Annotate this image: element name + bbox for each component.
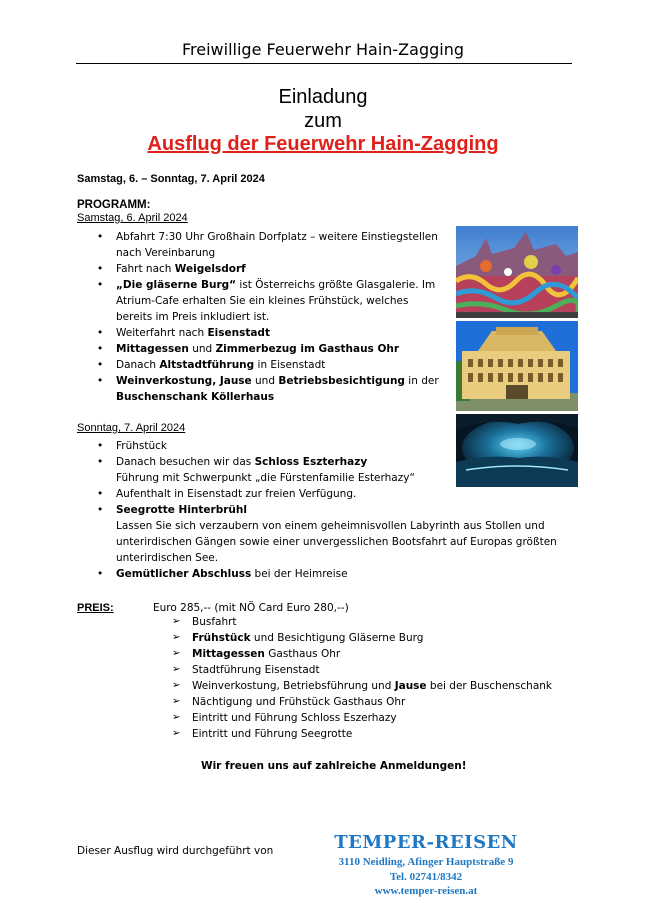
- price-include-item: [172, 614, 552, 630]
- price-include-item: [172, 694, 552, 710]
- day1-item: [95, 357, 445, 373]
- day2-item-text: Lassen Sie sich verzaubern von einem geheimnisvollen Labyrinth aus Stollen und unterirdischen Gängen sowie einer unvergesslichen Bootsfahrt auf Europas größten unterirdischen See.: [116, 520, 557, 564]
- invitation-line2: zum: [304, 110, 342, 132]
- day1-item-text: Buschenschank Köllerhaus: [116, 391, 275, 403]
- day2-label: Sonntag, 7. April 2024: [77, 422, 186, 434]
- day1-item: [95, 373, 445, 405]
- day2-item-text: Gemütlicher Abschluss: [116, 568, 252, 580]
- price-include-item: [172, 646, 552, 662]
- day1-item-text: in Eisenstadt: [254, 359, 326, 371]
- price-include-item-text: Busfahrt: [192, 616, 237, 628]
- day1-item: [95, 277, 445, 325]
- day1-item-text: Danach: [116, 359, 160, 371]
- day1-item-text: Betriebsbesichtigung: [278, 375, 405, 387]
- company-logo: TEMPER-REISEN: [334, 832, 518, 853]
- price-include-item-text: Mittagessen: [192, 648, 265, 660]
- organizer-note: Dieser Ausflug wird durchgeführt von: [77, 845, 274, 857]
- price-include-item: [172, 678, 552, 694]
- day1-list: [95, 229, 445, 405]
- price-include-item: [172, 662, 552, 678]
- day1-item-text: Fahrt nach: [116, 263, 175, 275]
- price-includes-list: [172, 614, 552, 742]
- day2-item-text: Schloss Eszterhazy: [254, 456, 368, 468]
- closing-text: Wir freuen uns auf zahlreiche Anmeldungen!: [201, 760, 467, 772]
- price-include-item-text: Eintritt und Führung Schloss Eszerhazy: [192, 712, 397, 724]
- program-heading: PROGRAMM:: [77, 199, 151, 211]
- price-include-item-text: und Besichtigung Gläserne Burg: [250, 632, 424, 644]
- price-include-item-text: Weinverkostung, Betriebsführung und: [192, 680, 395, 692]
- price-include-item-text: Jause: [394, 680, 427, 692]
- day1-item-text: Altstadtführung: [159, 359, 255, 371]
- day1-item: [95, 325, 445, 341]
- header-divider: [76, 63, 572, 64]
- price-include-item-text: bei der Buschenschank: [426, 680, 552, 692]
- day2-item-text: Danach besuchen wir das: [116, 456, 255, 468]
- day1-item-text: Weinverkostung, Jause: [116, 375, 252, 387]
- company-address: 3110 Neidling, Afinger Hauptstraße 9: [338, 856, 514, 868]
- day1-item-text: Mittagessen: [116, 343, 189, 355]
- price-include-item: [172, 726, 552, 742]
- day2-item-text: bei der Heimreise: [251, 568, 348, 580]
- day2-item-text: Aufenthalt in Eisenstadt zur freien Verfügung.: [116, 488, 357, 500]
- price-include-item-text: Gasthaus Ohr: [264, 648, 341, 660]
- day1-item-text: „Die gläserne Burg“: [116, 279, 237, 291]
- day2-item: [95, 486, 570, 502]
- day1-item: [95, 261, 445, 277]
- company-website: www.temper-reisen.at: [374, 885, 478, 897]
- price-include-item-text: Stadtführung Eisenstadt: [192, 664, 320, 676]
- trip-title: Ausflug der Feuerwehr Hain-Zagging: [147, 133, 499, 155]
- day1-item: [95, 341, 445, 357]
- day1-item-text: Weigelsdorf: [174, 263, 246, 275]
- day1-item-text: und: [188, 343, 216, 355]
- day1-item-text: in der: [404, 375, 439, 387]
- seegrotte-photo: [456, 414, 578, 487]
- day1-item-text: ist Österreichs größte Glasgalerie. Im Atrium-Cafe erhalten Sie ein kleines Frühstück, welches bereits im Preis inkludiert ist.: [116, 279, 436, 323]
- day2-item-text: Führung mit Schwerpunkt „die Fürstenfamilie Esterhazy“: [116, 472, 415, 484]
- price-label: PREIS:: [77, 602, 114, 614]
- price-include-item-text: Nächtigung und Frühstück Gasthaus Ohr: [192, 696, 406, 708]
- invitation-line1: Einladung: [278, 86, 368, 108]
- header-title: Freiwillige Feuerwehr Hain-Zagging: [182, 40, 464, 59]
- day1-item-text: Zimmerbezug im Gasthaus Ohr: [215, 343, 400, 355]
- price-include-item: [172, 710, 552, 726]
- day1-item: [95, 229, 445, 261]
- day1-item-text: und: [251, 375, 279, 387]
- price-value: Euro 285,-- (mit NÖ Card Euro 280,--): [153, 602, 349, 614]
- price-include-item: [172, 630, 552, 646]
- day2-item-text: Seegrotte Hinterbrühl: [116, 504, 247, 516]
- company-phone: Tel. 02741/8342: [389, 871, 463, 883]
- day2-item: [95, 566, 570, 582]
- day1-item-text: Weiterfahrt nach: [116, 327, 208, 339]
- glass-castle-photo: [456, 226, 578, 318]
- day1-item-text: Abfahrt 7:30 Uhr Großhain Dorfplatz – weitere Einstiegstellen nach Vereinbarung: [116, 231, 438, 259]
- day1-label: Samstag, 6. April 2024: [77, 212, 188, 224]
- day1-item-text: Eisenstadt: [207, 327, 270, 339]
- day2-item-text: Frühstück: [116, 440, 167, 452]
- price-include-item-text: Frühstück: [192, 632, 251, 644]
- palace-photo: [456, 321, 578, 411]
- price-include-item-text: Eintritt und Führung Seegrotte: [192, 728, 353, 740]
- trip-dates: Samstag, 6. – Sonntag, 7. April 2024: [77, 173, 265, 185]
- day2-item: [95, 502, 570, 566]
